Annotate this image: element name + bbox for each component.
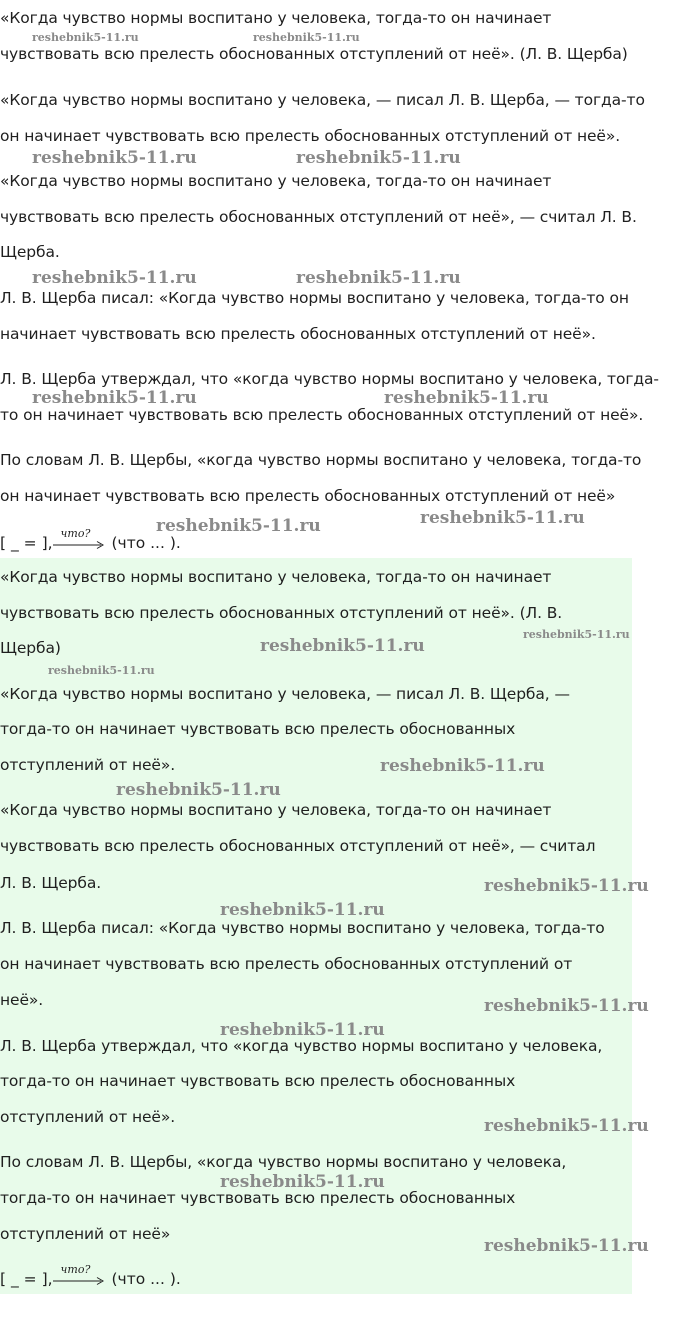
watermark: reshebnik5-11.ru — [484, 996, 649, 1016]
text-line: Л. В. Щерба. — [0, 874, 102, 892]
watermark: reshebnik5-11.ru — [220, 900, 385, 920]
text-line: По словам Л. В. Щербы, «когда чувство нормы воспитано у человека, — [0, 1153, 567, 1171]
text-line: Щерба. — [0, 243, 60, 261]
text-line: тогда-то он начинает чувствовать всю прелесть обоснованных — [0, 1072, 516, 1090]
text-line: Л. В. Щерба утверждал, что «когда чувство нормы воспитано у человека, тогда- — [0, 370, 659, 388]
watermark: reshebnik5-11.ru — [253, 31, 360, 44]
text-line: «Когда чувство нормы воспитано у человека, тогда-то он начинает — [0, 568, 552, 586]
text-line: отступлений от неё» — [0, 1225, 171, 1243]
text-line: он начинает чувствовать всю прелесть обоснованных отступлений от — [0, 955, 573, 973]
scheme-subordinate-clause: (что ... ). — [111, 534, 181, 552]
watermark: reshebnik5-11.ru — [32, 148, 197, 168]
watermark: reshebnik5-11.ru — [220, 1172, 385, 1192]
text-line: Л. В. Щерба писал: «Когда чувство нормы воспитано у человека, тогда-то он — [0, 289, 629, 307]
scheme-arrow — [53, 1262, 107, 1287]
variant-block-top — [0, 0, 680, 558]
text-line: чувствовать всю прелесть обоснованных отступлений от неё». (Л. В. Щерба) — [0, 45, 628, 63]
text-line: то он начинает чувствовать всю прелесть обоснованных отступлений от неё». — [0, 406, 644, 424]
text-line: «Когда чувство нормы воспитано у человека, тогда-то он начинает — [0, 9, 552, 27]
text-line: чувствовать всю прелесть обоснованных отступлений от неё», — считал Л. В. — [0, 208, 637, 226]
scheme-main-clause: [ _ = ], — [0, 1270, 53, 1288]
text-line: чувствовать всю прелесть обоснованных отступлений от неё». (Л. В. — [0, 604, 563, 622]
sentence-scheme — [0, 526, 181, 553]
variant-block-highlighted — [0, 558, 649, 1294]
watermark: reshebnik5-11.ru — [116, 780, 281, 800]
watermark: reshebnik5-11.ru — [484, 1116, 649, 1136]
text-line: тогда-то он начинает чувствовать всю прелесть обоснованных — [0, 720, 516, 738]
text-line: он начинает чувствовать всю прелесть обоснованных отступлений от неё». — [0, 127, 621, 145]
text-line: отступлений от неё». — [0, 756, 176, 774]
text-line: тогда-то он начинает чувствовать всю прелесть обоснованных — [0, 1189, 516, 1207]
watermark: reshebnik5-11.ru — [420, 508, 585, 528]
watermark: reshebnik5-11.ru — [220, 1020, 385, 1040]
text-line: «Когда чувство нормы воспитано у человека, — писал Л. В. Щерба, — тогда-то — [0, 91, 645, 109]
watermark: reshebnik5-11.ru — [156, 516, 321, 536]
arrow-right-icon — [53, 1277, 105, 1285]
text-line: отступлений от неё». — [0, 1108, 176, 1126]
watermark: reshebnik5-11.ru — [484, 1236, 649, 1256]
scheme-arrow — [53, 526, 107, 551]
text-line: «Когда чувство нормы воспитано у человека, — писал Л. В. Щерба, — — [0, 685, 570, 703]
arrow-right-icon — [53, 541, 105, 549]
watermark: reshebnik5-11.ru — [32, 388, 197, 408]
watermark: reshebnik5-11.ru — [523, 628, 630, 641]
text-line: неё». — [0, 991, 44, 1009]
scheme-arrow-label: что? — [60, 526, 91, 540]
watermark: reshebnik5-11.ru — [296, 268, 461, 288]
scheme-main-clause: [ _ = ], — [0, 534, 53, 552]
text-line: он начинает чувствовать всю прелесть обоснованных отступлений от неё» — [0, 487, 616, 505]
text-line: «Когда чувство нормы воспитано у человека, тогда-то он начинает — [0, 801, 552, 819]
watermark: reshebnik5-11.ru — [296, 148, 461, 168]
scheme-subordinate-clause: (что ... ). — [111, 1270, 181, 1288]
text-line: Щерба) — [0, 639, 61, 657]
text-line: «Когда чувство нормы воспитано у человека, тогда-то он начинает — [0, 172, 552, 190]
sentence-scheme — [0, 1262, 181, 1289]
watermark: reshebnik5-11.ru — [384, 388, 549, 408]
watermark: reshebnik5-11.ru — [380, 756, 545, 776]
watermark: reshebnik5-11.ru — [32, 268, 197, 288]
text-line: Л. В. Щерба утверждал, что «когда чувство нормы воспитано у человека, — [0, 1037, 603, 1055]
watermark: reshebnik5-11.ru — [260, 636, 425, 656]
watermark: reshebnik5-11.ru — [484, 876, 649, 896]
watermark: reshebnik5-11.ru — [32, 31, 139, 44]
watermark: reshebnik5-11.ru — [48, 664, 155, 677]
text-line: Л. В. Щерба писал: «Когда чувство нормы воспитано у человека, тогда-то — [0, 919, 605, 937]
scheme-arrow-label: что? — [60, 1262, 91, 1276]
text-line: По словам Л. В. Щербы, «когда чувство нормы воспитано у человека, тогда-то — [0, 451, 642, 469]
text-line: начинает чувствовать всю прелесть обоснованных отступлений от неё». — [0, 325, 596, 343]
text-line: чувствовать всю прелесть обоснованных отступлений от неё», — считал — [0, 837, 596, 855]
